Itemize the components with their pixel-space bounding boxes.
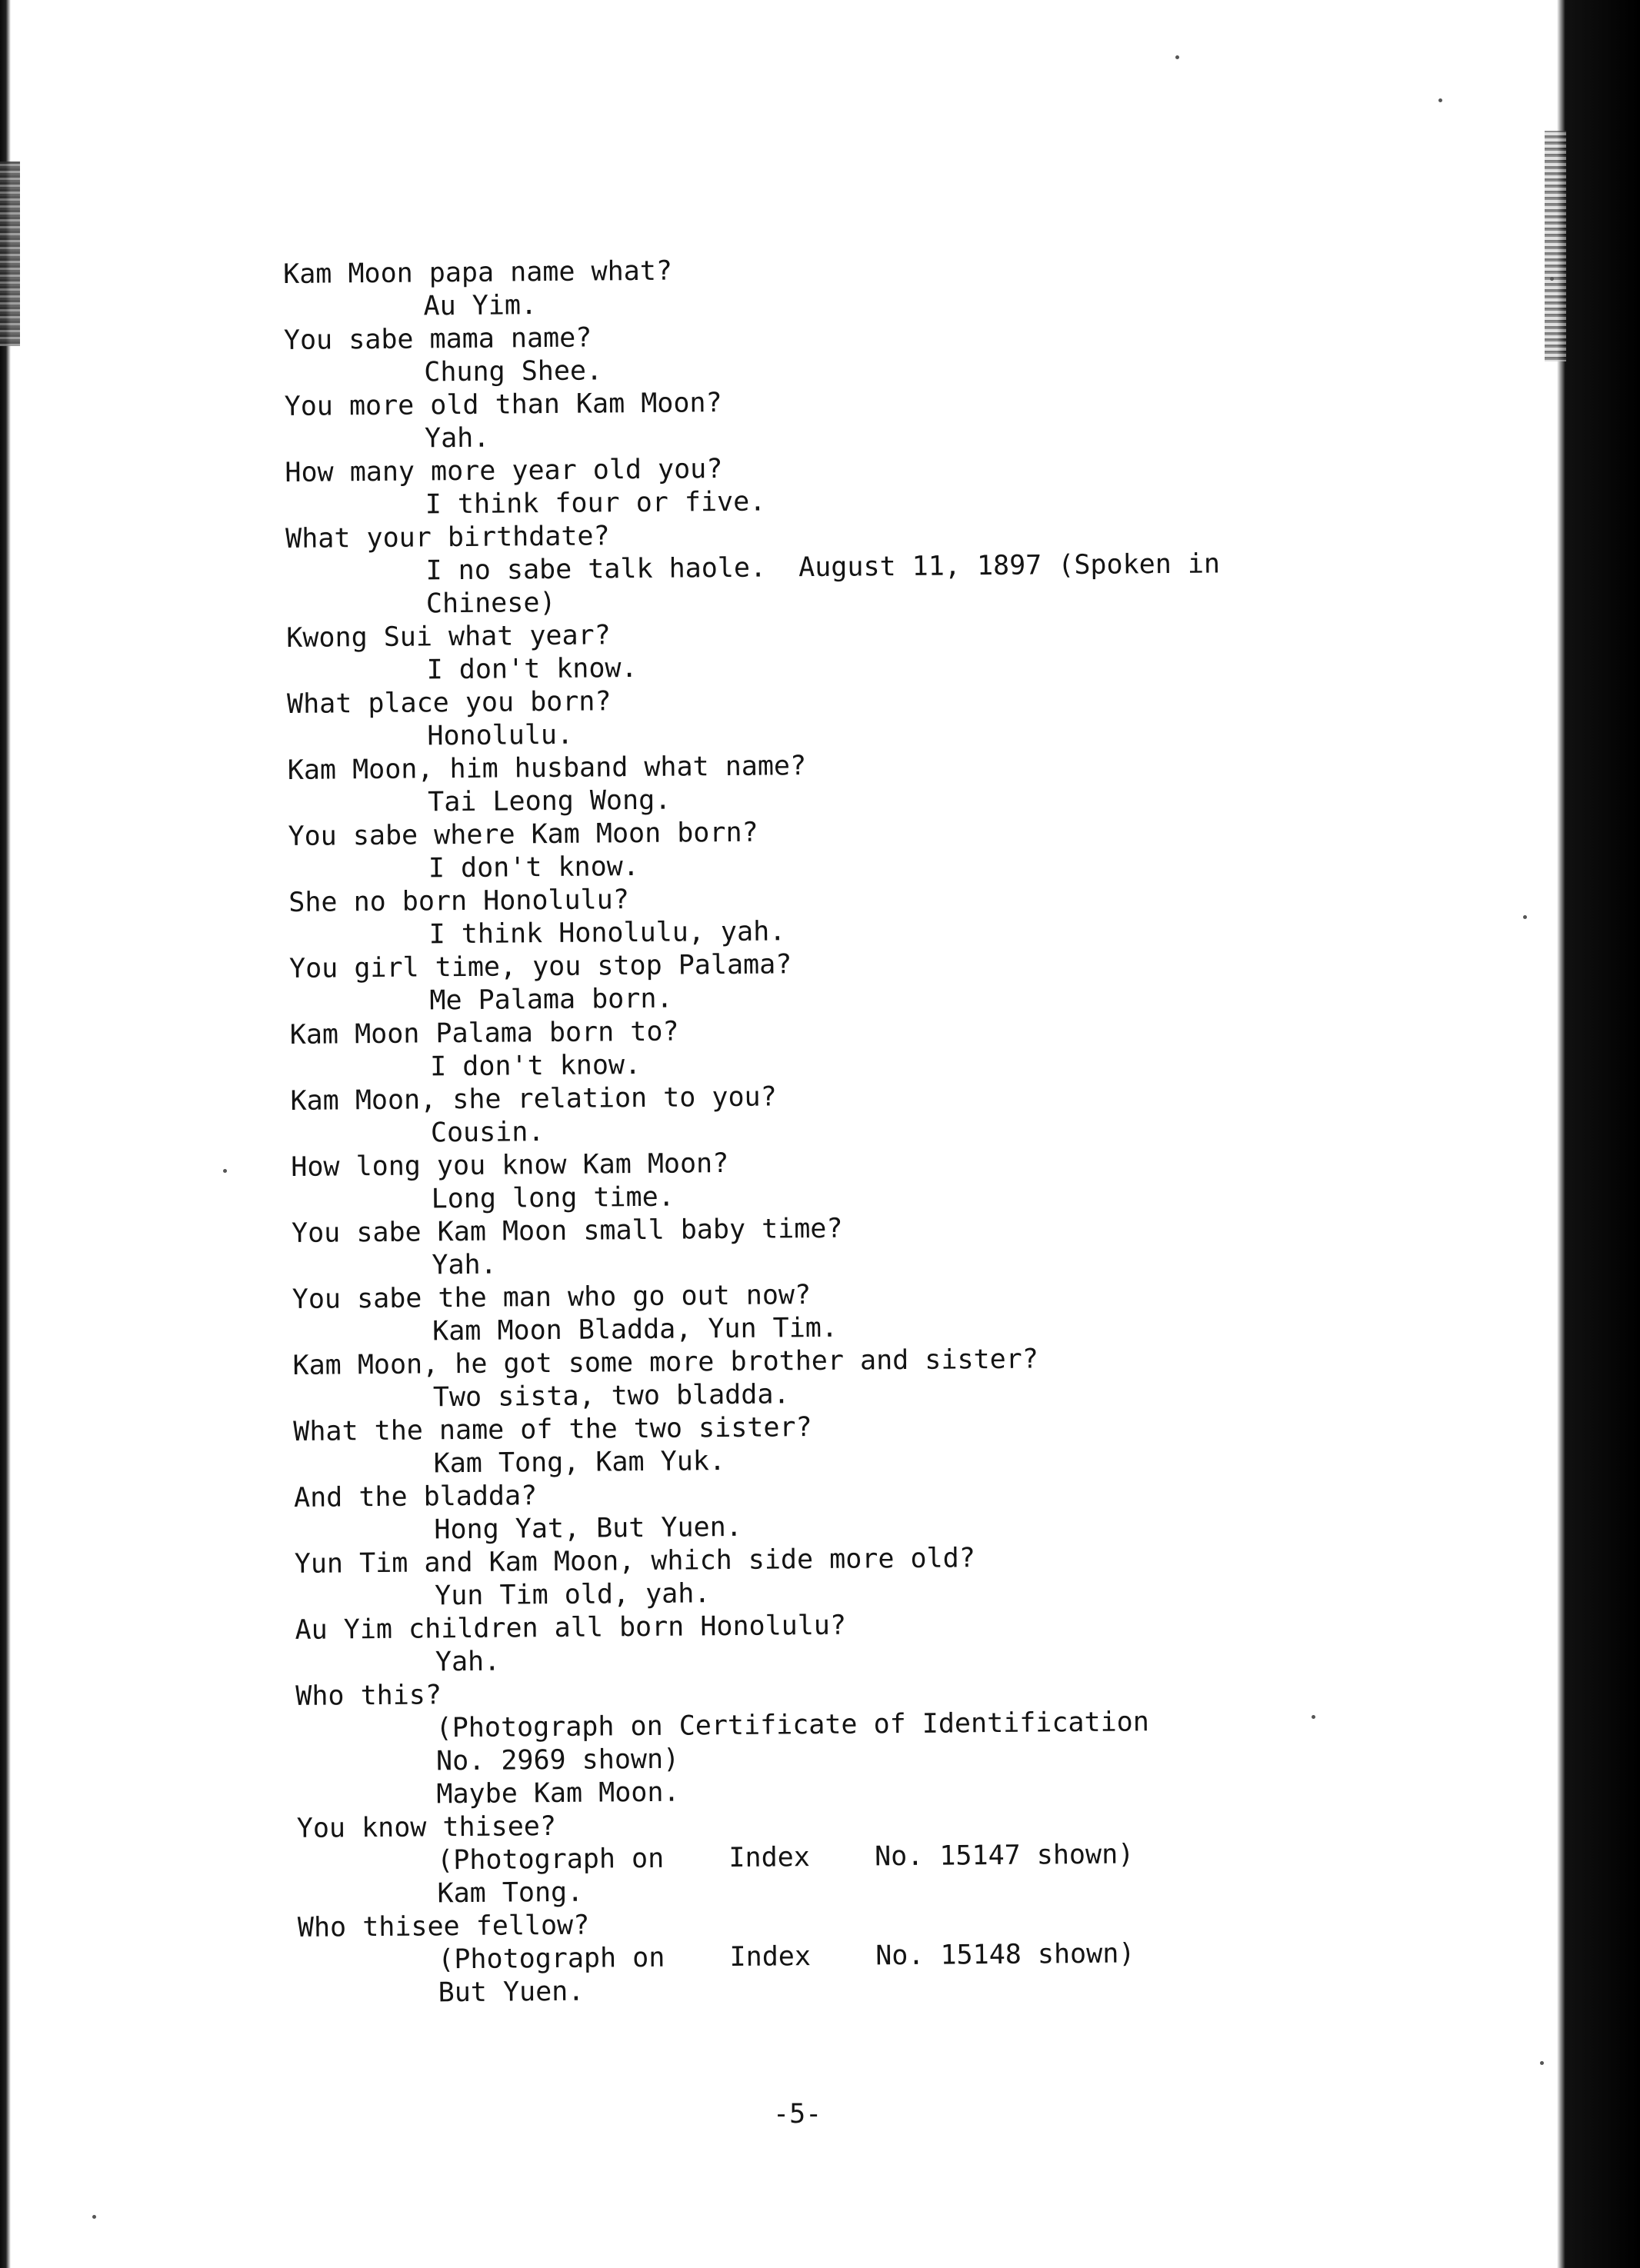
answer-line: I don't know.	[430, 1049, 642, 1083]
question-line: Who thisee fellow?	[297, 1910, 590, 1943]
answer-line: Hong Yat, But Yuen.	[434, 1511, 742, 1546]
answer-line: Au Yim.	[423, 290, 538, 322]
question-line: You more old than Kam Moon?	[284, 388, 722, 422]
scan-speck	[92, 2215, 96, 2219]
question-line: What place you born?	[286, 686, 612, 720]
answer-line: I don't know.	[428, 851, 640, 884]
scan-speck	[1550, 277, 1554, 281]
answer-line: Kam Tong.	[437, 1877, 584, 1910]
question-line: Yun Tim and Kam Moon, which side more old?	[294, 1543, 975, 1580]
question-line: Kam Moon Palama born to?	[289, 1016, 679, 1051]
question-line: Au Yim children all born Honolulu?	[295, 1610, 847, 1646]
scan-speck	[223, 1169, 227, 1173]
question-line: You girl time, you stop Palama?	[288, 949, 792, 984]
scan-speck	[1175, 55, 1179, 59]
question-line: Who this?	[295, 1680, 442, 1712]
scan-speck	[1438, 98, 1442, 102]
interview-transcript	[283, 249, 1345, 2011]
answer-line: Me Palama born.	[429, 983, 673, 1017]
question-line: You know thisee?	[296, 1810, 557, 1844]
scan-speck	[1540, 2061, 1544, 2065]
scan-edge-right	[1557, 0, 1640, 2268]
answer-line: (Photograph on Index No. 15147 shown)	[437, 1839, 1135, 1877]
scan-speck	[1523, 915, 1527, 919]
question-line: Kwong Sui what year?	[286, 620, 611, 654]
answer-line: (Photograph on Certificate of Identification	[435, 1707, 1149, 1744]
answer-line: I don't know.	[426, 653, 638, 686]
page-number: -5-	[773, 2099, 822, 2130]
question-line: How long you know Kam Moon?	[291, 1147, 729, 1183]
question-line: You sabe the man who go out now?	[292, 1280, 812, 1315]
answer-line: Two sista, two bladda.	[432, 1379, 790, 1414]
question-line: Kam Moon, him husband what name?	[287, 751, 807, 786]
answer-line: Long long time.	[431, 1181, 675, 1215]
answer-line: Chung Shee.	[424, 355, 603, 388]
answer-line: I think Honolulu, yah.	[428, 916, 786, 951]
answer-line: No. 2969 shown)	[435, 1743, 680, 1777]
answer-line: I no sabe talk haole. August 11, 1897 (Spoken in	[425, 548, 1221, 587]
scan-noise	[1545, 131, 1566, 361]
answer-line: Tai Leong Wong.	[428, 784, 672, 818]
question-line: And the bladda?	[293, 1480, 538, 1514]
answer-line: Yah.	[432, 1249, 497, 1281]
answer-line: Chinese)	[425, 587, 556, 620]
question-line: What your birthdate?	[285, 521, 610, 555]
answer-line: Cousin.	[430, 1117, 545, 1149]
question-line: You sabe where Kam Moon born?	[288, 817, 758, 852]
answer-line: Honolulu.	[427, 719, 574, 752]
question-line: Kam Moon, she relation to you?	[290, 1081, 777, 1117]
question-line: How many more year old you?	[285, 454, 723, 488]
question-line: You sabe Kam Moon small baby time?	[291, 1213, 843, 1249]
answer-line: Kam Tong, Kam Yuk.	[433, 1446, 726, 1480]
question-line: Kam Moon papa name what?	[283, 255, 673, 290]
answer-line: But Yuen.	[438, 1976, 585, 2009]
question-line: What the name of the two sister?	[293, 1412, 812, 1447]
answer-line: I think four or five.	[425, 486, 766, 521]
answer-line: Maybe Kam Moon.	[436, 1777, 680, 1810]
answer-line: Yah.	[435, 1646, 501, 1678]
answer-line: Yah.	[424, 422, 490, 455]
question-line: You sabe mama name?	[283, 322, 592, 356]
answer-line: Kam Moon Bladda, Yun Tim.	[432, 1312, 838, 1347]
answer-line: Yun Tim old, yah.	[435, 1578, 711, 1612]
scan-stain	[0, 162, 20, 346]
answer-line: (Photograph on Index No. 15148 shown)	[438, 1938, 1135, 1976]
question-line: She no born Honolulu?	[288, 884, 629, 918]
question-line: Kam Moon, he got some more brother and sister?	[292, 1344, 1039, 1381]
